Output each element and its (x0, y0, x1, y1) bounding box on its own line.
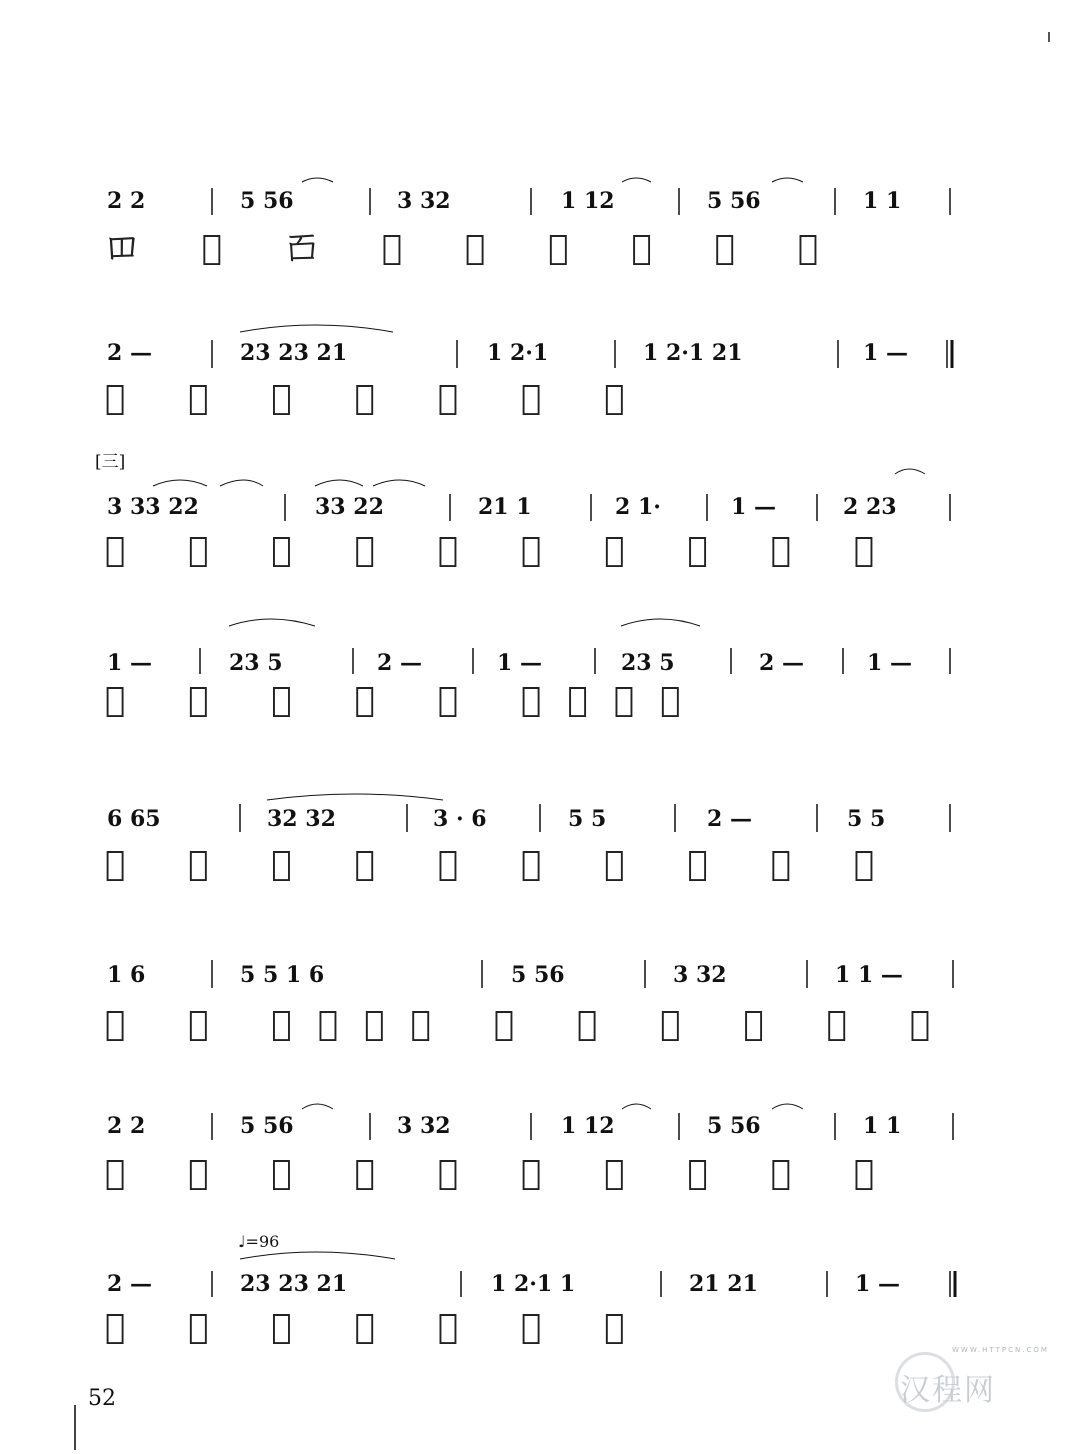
slur (622, 178, 651, 182)
measure-2 (240, 188, 294, 214)
slur (373, 480, 425, 486)
watermark-url: WWW.HTTPCN.COM (952, 1346, 1049, 1354)
measure-3: 3 · 6 (433, 806, 487, 832)
measure-2: 23 23 21 (240, 340, 348, 366)
measure-5: 1 — (731, 494, 776, 520)
measure-4: 21 21 (689, 1271, 758, 1297)
measure-2: 33 22 (315, 494, 384, 520)
measure-2: 32 32 (267, 806, 336, 832)
svg-text:1 12: 1 12 (561, 188, 615, 214)
slur (772, 178, 803, 182)
watermark-text: 汉程网 (900, 1373, 996, 1408)
slur (622, 1104, 651, 1109)
measure-6: 2 — (759, 650, 804, 676)
measure-6: 5 5 (847, 806, 886, 832)
measure-2: 5 56 (240, 1113, 294, 1139)
measure-7: 1 — (867, 650, 912, 676)
measure-5: 1 — (855, 1271, 900, 1297)
measure-4 (561, 188, 615, 214)
measure-5: 2 — (707, 806, 752, 832)
measure-2: 23 5 (229, 650, 283, 676)
measure-5: 23 5 (621, 650, 675, 676)
measure-1: 6 65 (107, 806, 161, 832)
slur (302, 178, 333, 182)
tablature-line-2: 𫩘 𫩙 𫩚 𫩛 𫩜 𫩝 𫩞 (105, 378, 651, 418)
svg-text:1 1: 1 1 (863, 188, 902, 214)
measure-1: 1 — (107, 650, 152, 676)
measure-3 (397, 188, 451, 214)
tablature-line-1: 𫩏 𫩐 𫩑 𫩒 𫩓 𫩔 𫩕 𫩖 𫩗 (105, 228, 845, 268)
corner-tick (1048, 32, 1050, 42)
slur (240, 1252, 395, 1259)
tablature-line-3: 𫩟 𫩠 𫩡 𫩢 𫩣 𫩤 𫩥 𫩦 𫩧 𫩨 (105, 530, 901, 570)
tablature-line-8: 𫪊 𫪋 𫪌 𫪍 𫪎 𫪏 𫪐 (105, 1307, 651, 1347)
slur (302, 1104, 333, 1109)
measure-3: 5 56 (511, 962, 565, 988)
svg-text:5 56: 5 56 (707, 188, 761, 214)
measure-6: 1 1 (863, 1113, 902, 1139)
measure-3: 3 32 (397, 1113, 451, 1139)
measure-1: 3 33 22 (107, 494, 199, 520)
measure-4: 2 1· (615, 494, 661, 520)
measure-1 (107, 188, 145, 214)
tablature-line-7: 𫪀 𫪁 𫪂 𫪃 𫪄 𫪅 𫪆 𫪇 𫪈 𫪉 (105, 1153, 901, 1193)
slur (240, 325, 393, 332)
tablature-line-6: 𫩸 𫩹 从厂再乍 𫩺 𫩻 𫩼 𫩽 𫩾 𫩿 (105, 1004, 957, 1044)
measure-5: 5 56 (707, 1113, 761, 1139)
measure-3: 2 — (377, 650, 422, 676)
measure-3: 1 2·1 1 (491, 1271, 576, 1297)
slur (153, 480, 207, 486)
measure-4: 3 32 (673, 962, 727, 988)
measure-3: 1 2·1 (487, 340, 549, 366)
page-number: 52 (88, 1386, 116, 1411)
tempo-mark: ♩=96 (238, 1232, 280, 1251)
measure-5: 1 — (863, 340, 908, 366)
measure-1: 1 6 (107, 962, 146, 988)
measure-1: 2 — (107, 340, 152, 366)
measure-3: 21 1 (478, 494, 532, 520)
measure-6 (863, 188, 901, 214)
svg-text:2 2: 2 2 (107, 188, 146, 214)
measure-4: 1 — (497, 650, 542, 676)
measure-6: 2 23 (843, 494, 897, 520)
svg-text:5 56: 5 56 (240, 188, 294, 214)
slur (315, 480, 363, 486)
measure-5 (707, 188, 761, 214)
measure-1: 2 2 (107, 1113, 146, 1139)
tablature-line-4: 𫩩 𫩪 𫩫 𫩬 𫩭 从厂再乍 (105, 680, 707, 720)
slur (621, 619, 700, 626)
measure-4: 1 12 (561, 1113, 615, 1139)
slur (895, 469, 925, 474)
slur (220, 480, 263, 486)
measure-4: 1 2·1 21 (643, 340, 743, 366)
measure-2: 5 5 1 6 (240, 962, 325, 988)
measure-5: 1 1 — (835, 962, 903, 988)
tablature-line-5: 𫩮 𫩯 𫩰 𫩱 𫩲 𫩳 𫩴 𫩵 𫩶 𫩷 (105, 844, 901, 884)
slur (772, 1104, 803, 1109)
measure-2: 23 23 21 (240, 1271, 348, 1297)
section-label: [三] (95, 452, 126, 472)
slur (267, 794, 443, 800)
svg-text:3 32: 3 32 (397, 188, 451, 214)
measure-1: 2 — (107, 1271, 152, 1297)
measure-4: 5 5 (568, 806, 607, 832)
slur (229, 619, 315, 626)
margin-line (74, 1405, 76, 1450)
